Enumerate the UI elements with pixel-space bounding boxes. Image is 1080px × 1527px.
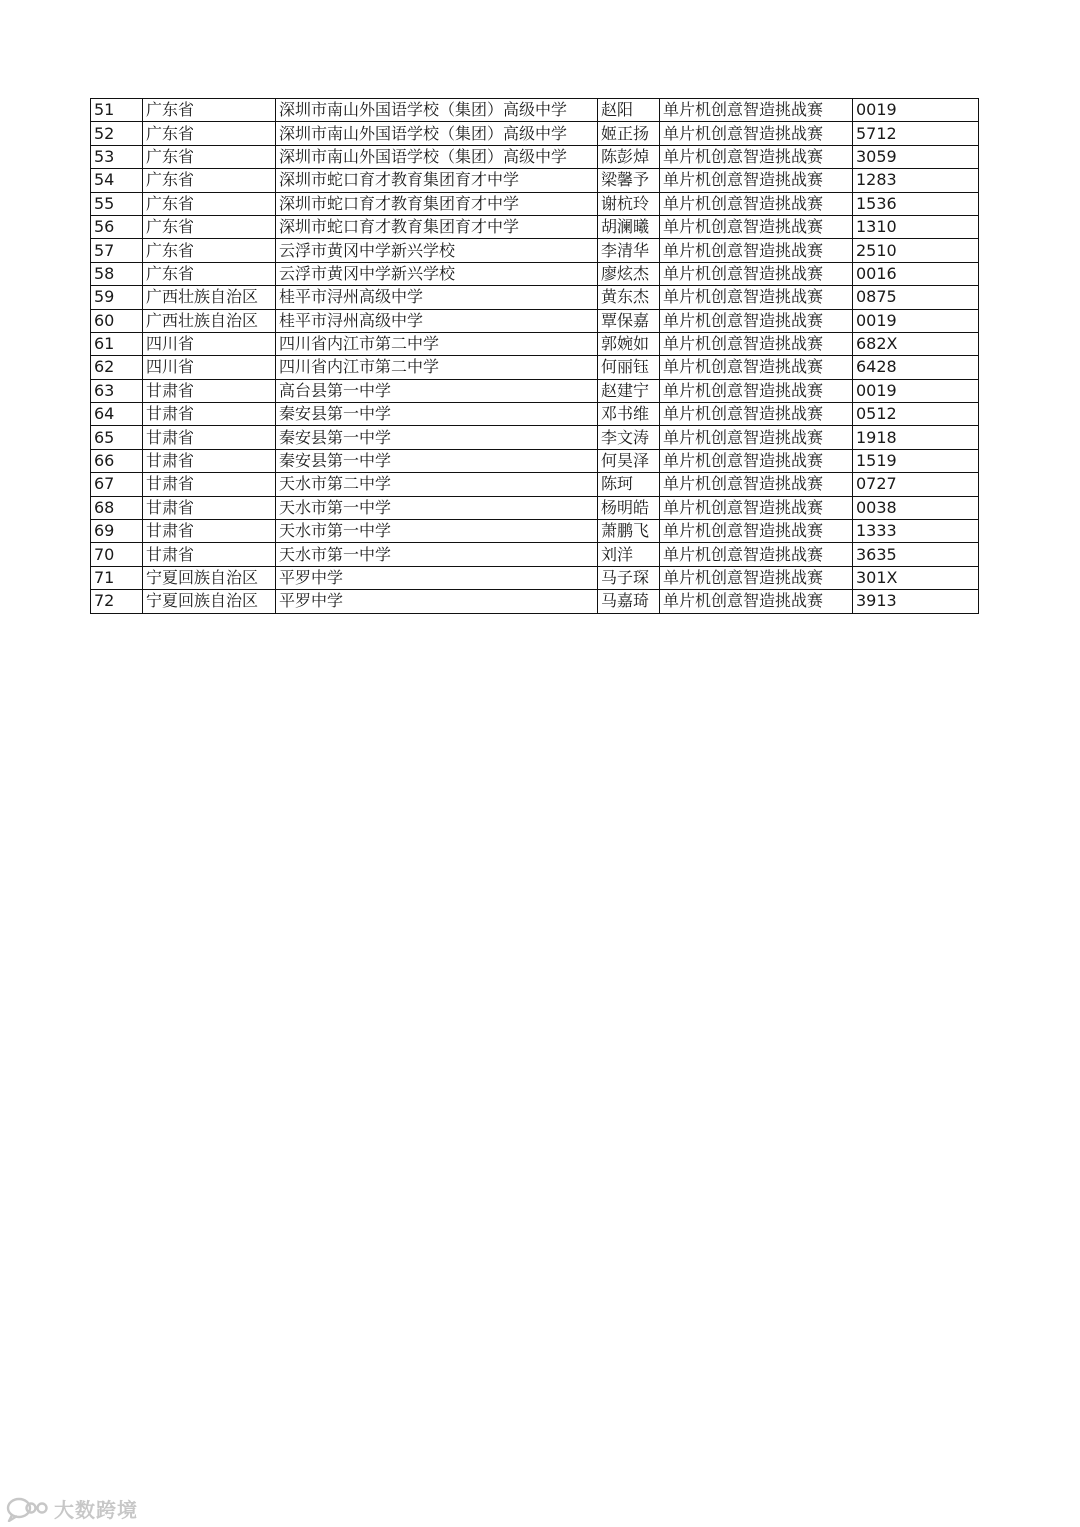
student-name-cell: 覃保嘉 — [598, 309, 660, 332]
id-suffix-cell: 1310 — [853, 215, 979, 238]
row-number-cell: 71 — [91, 566, 143, 589]
watermark — [6, 1494, 138, 1523]
row-number-cell: 51 — [91, 99, 143, 122]
student-name-cell: 李清华 — [598, 239, 660, 262]
school-cell: 云浮市黄冈中学新兴学校 — [276, 239, 598, 262]
event-cell: 单片机创意智造挑战赛 — [660, 473, 853, 496]
table-row — [91, 309, 979, 332]
row-number-cell: 53 — [91, 145, 143, 168]
province-cell: 广东省 — [143, 99, 276, 122]
school-cell: 天水市第二中学 — [276, 473, 598, 496]
row-number-cell: 64 — [91, 403, 143, 426]
table-row — [91, 449, 979, 472]
row-number-cell: 67 — [91, 473, 143, 496]
event-cell: 单片机创意智造挑战赛 — [660, 403, 853, 426]
province-cell: 广西壮族自治区 — [143, 286, 276, 309]
id-suffix-cell: 301X — [853, 566, 979, 589]
table-row — [91, 122, 979, 145]
student-name-cell: 赵建宁 — [598, 379, 660, 402]
student-name-cell: 赵阳 — [598, 99, 660, 122]
province-cell: 广东省 — [143, 239, 276, 262]
province-cell: 甘肃省 — [143, 496, 276, 519]
province-cell: 广东省 — [143, 145, 276, 168]
table-row — [91, 169, 979, 192]
id-suffix-cell: 3059 — [853, 145, 979, 168]
school-cell: 秦安县第一中学 — [276, 449, 598, 472]
event-cell: 单片机创意智造挑战赛 — [660, 262, 853, 285]
event-cell: 单片机创意智造挑战赛 — [660, 426, 853, 449]
event-cell: 单片机创意智造挑战赛 — [660, 590, 853, 613]
id-suffix-cell: 0019 — [853, 99, 979, 122]
row-number-cell: 60 — [91, 309, 143, 332]
school-cell: 秦安县第一中学 — [276, 403, 598, 426]
student-name-cell: 陈珂 — [598, 473, 660, 496]
event-cell: 单片机创意智造挑战赛 — [660, 520, 853, 543]
id-suffix-cell: 3913 — [853, 590, 979, 613]
event-cell: 单片机创意智造挑战赛 — [660, 496, 853, 519]
province-cell: 甘肃省 — [143, 379, 276, 402]
province-cell: 甘肃省 — [143, 403, 276, 426]
student-name-cell: 梁馨予 — [598, 169, 660, 192]
school-cell: 深圳市蛇口育才教育集团育才中学 — [276, 215, 598, 238]
row-number-cell: 70 — [91, 543, 143, 566]
table-row — [91, 262, 979, 285]
school-cell: 桂平市浔州高级中学 — [276, 309, 598, 332]
school-cell: 深圳市蛇口育才教育集团育才中学 — [276, 192, 598, 215]
province-cell: 甘肃省 — [143, 449, 276, 472]
id-suffix-cell: 0019 — [853, 379, 979, 402]
student-name-cell: 郭婉如 — [598, 332, 660, 355]
table-row — [91, 543, 979, 566]
participant-table-body — [91, 99, 979, 614]
id-suffix-cell: 1519 — [853, 449, 979, 472]
province-cell: 四川省 — [143, 332, 276, 355]
event-cell: 单片机创意智造挑战赛 — [660, 215, 853, 238]
province-cell: 广西壮族自治区 — [143, 309, 276, 332]
student-name-cell: 刘洋 — [598, 543, 660, 566]
table-row — [91, 215, 979, 238]
province-cell: 甘肃省 — [143, 426, 276, 449]
id-suffix-cell: 1333 — [853, 520, 979, 543]
event-cell: 单片机创意智造挑战赛 — [660, 449, 853, 472]
student-name-cell: 杨明皓 — [598, 496, 660, 519]
id-suffix-cell: 1283 — [853, 169, 979, 192]
student-name-cell: 萧鹏飞 — [598, 520, 660, 543]
school-cell: 桂平市浔州高级中学 — [276, 286, 598, 309]
id-suffix-cell: 682X — [853, 332, 979, 355]
school-cell: 四川省内江市第二中学 — [276, 332, 598, 355]
id-suffix-cell: 0727 — [853, 473, 979, 496]
row-number-cell: 69 — [91, 520, 143, 543]
table-row — [91, 286, 979, 309]
province-cell: 宁夏回族自治区 — [143, 566, 276, 589]
table-row — [91, 332, 979, 355]
id-suffix-cell: 0512 — [853, 403, 979, 426]
event-cell: 单片机创意智造挑战赛 — [660, 122, 853, 145]
id-suffix-cell: 3635 — [853, 543, 979, 566]
school-cell: 秦安县第一中学 — [276, 426, 598, 449]
id-suffix-cell: 2510 — [853, 239, 979, 262]
province-cell: 甘肃省 — [143, 520, 276, 543]
row-number-cell: 59 — [91, 286, 143, 309]
row-number-cell: 72 — [91, 590, 143, 613]
school-cell: 平罗中学 — [276, 590, 598, 613]
student-name-cell: 黄东杰 — [598, 286, 660, 309]
event-cell: 单片机创意智造挑战赛 — [660, 169, 853, 192]
table-row — [91, 566, 979, 589]
row-number-cell: 63 — [91, 379, 143, 402]
id-suffix-cell: 0016 — [853, 262, 979, 285]
table-row — [91, 590, 979, 613]
province-cell: 广东省 — [143, 192, 276, 215]
id-suffix-cell: 0038 — [853, 496, 979, 519]
school-cell: 天水市第一中学 — [276, 543, 598, 566]
id-suffix-cell: 1536 — [853, 192, 979, 215]
row-number-cell: 52 — [91, 122, 143, 145]
row-number-cell: 57 — [91, 239, 143, 262]
student-name-cell: 马子琛 — [598, 566, 660, 589]
school-cell: 高台县第一中学 — [276, 379, 598, 402]
school-cell: 平罗中学 — [276, 566, 598, 589]
table-row — [91, 239, 979, 262]
school-cell: 深圳市南山外国语学校（集团）高级中学 — [276, 122, 598, 145]
table-row — [91, 403, 979, 426]
id-suffix-cell: 6428 — [853, 356, 979, 379]
event-cell: 单片机创意智造挑战赛 — [660, 99, 853, 122]
table-row — [91, 356, 979, 379]
school-cell: 深圳市南山外国语学校（集团）高级中学 — [276, 99, 598, 122]
event-cell: 单片机创意智造挑战赛 — [660, 192, 853, 215]
student-name-cell: 何丽钰 — [598, 356, 660, 379]
row-number-cell: 62 — [91, 356, 143, 379]
row-number-cell: 66 — [91, 449, 143, 472]
table-row — [91, 99, 979, 122]
row-number-cell: 54 — [91, 169, 143, 192]
table-row — [91, 426, 979, 449]
participant-table — [90, 98, 979, 614]
student-name-cell: 廖炫杰 — [598, 262, 660, 285]
table-row — [91, 496, 979, 519]
school-cell: 云浮市黄冈中学新兴学校 — [276, 262, 598, 285]
table-row — [91, 192, 979, 215]
province-cell: 甘肃省 — [143, 543, 276, 566]
id-suffix-cell: 5712 — [853, 122, 979, 145]
table-row — [91, 473, 979, 496]
table-row — [91, 520, 979, 543]
event-cell: 单片机创意智造挑战赛 — [660, 332, 853, 355]
province-cell: 宁夏回族自治区 — [143, 590, 276, 613]
province-cell: 广东省 — [143, 215, 276, 238]
province-cell: 甘肃省 — [143, 473, 276, 496]
student-name-cell: 姬正扬 — [598, 122, 660, 145]
student-name-cell: 胡澜曦 — [598, 215, 660, 238]
province-cell: 广东省 — [143, 262, 276, 285]
school-cell: 深圳市南山外国语学校（集团）高级中学 — [276, 145, 598, 168]
event-cell: 单片机创意智造挑战赛 — [660, 239, 853, 262]
chat-bubble-logo-icon — [6, 1496, 48, 1522]
event-cell: 单片机创意智造挑战赛 — [660, 543, 853, 566]
student-name-cell: 陈彭焯 — [598, 145, 660, 168]
event-cell: 单片机创意智造挑战赛 — [660, 286, 853, 309]
school-cell: 深圳市蛇口育才教育集团育才中学 — [276, 169, 598, 192]
table-row — [91, 145, 979, 168]
province-cell: 广东省 — [143, 122, 276, 145]
student-name-cell: 马嘉琦 — [598, 590, 660, 613]
row-number-cell: 65 — [91, 426, 143, 449]
row-number-cell: 68 — [91, 496, 143, 519]
event-cell: 单片机创意智造挑战赛 — [660, 145, 853, 168]
table-row — [91, 379, 979, 402]
province-cell: 广东省 — [143, 169, 276, 192]
province-cell: 四川省 — [143, 356, 276, 379]
row-number-cell: 56 — [91, 215, 143, 238]
school-cell: 天水市第一中学 — [276, 496, 598, 519]
row-number-cell: 58 — [91, 262, 143, 285]
event-cell: 单片机创意智造挑战赛 — [660, 309, 853, 332]
student-name-cell: 李文涛 — [598, 426, 660, 449]
student-name-cell: 谢杭玲 — [598, 192, 660, 215]
school-cell: 天水市第一中学 — [276, 520, 598, 543]
event-cell: 单片机创意智造挑战赛 — [660, 356, 853, 379]
id-suffix-cell: 1918 — [853, 426, 979, 449]
student-name-cell: 何昊泽 — [598, 449, 660, 472]
id-suffix-cell: 0875 — [853, 286, 979, 309]
row-number-cell: 55 — [91, 192, 143, 215]
id-suffix-cell: 0019 — [853, 309, 979, 332]
row-number-cell: 61 — [91, 332, 143, 355]
school-cell: 四川省内江市第二中学 — [276, 356, 598, 379]
watermark-text: 大数跨境 — [54, 1498, 138, 1522]
event-cell: 单片机创意智造挑战赛 — [660, 566, 853, 589]
student-name-cell: 邓书维 — [598, 403, 660, 426]
event-cell: 单片机创意智造挑战赛 — [660, 379, 853, 402]
